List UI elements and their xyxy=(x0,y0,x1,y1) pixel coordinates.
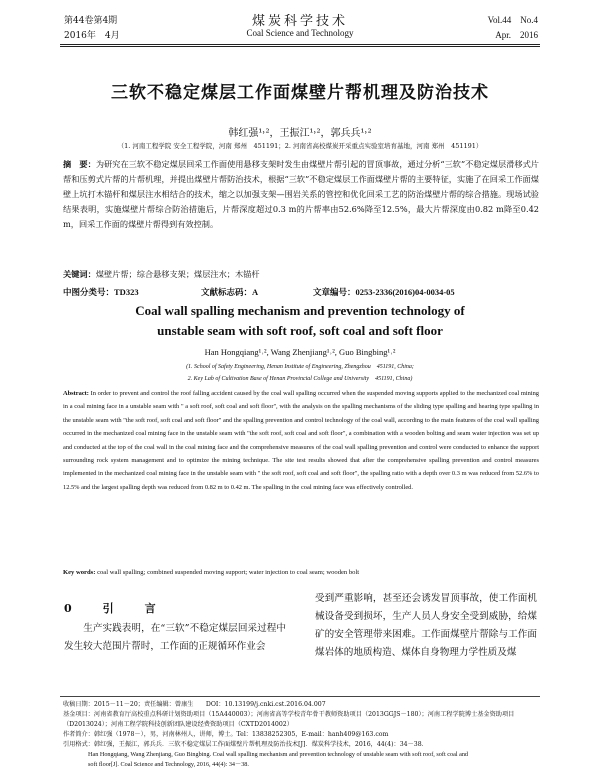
abstract-text-cn: 为研究在三软不稳定煤层回采工作面使用悬移支架时发生由煤壁片帮引起的冒顶事故，通过分析“三软”不稳定煤层滑移式片帮和压剪式片帮的片帮机理，并提出煤壁片帮防治技术，根据“三软”不稳定煤层工作面煤壁片帮的主要特征，实施了在回采工作面煤壁上坑打木锚杆和煤层注水相结合的技术，缩之以加强支架—围岩关系的管控和优化回采工艺的防治煤壁片帮的综合措施。现场试验结果表明，实施煤壁片帮综合防治措施后，片帮深度超过0.3 m的片帮率由52.6%降至12.5%，最大片帮深度由0.82 m降至0.42 m，回采工作面的煤壁片帮得到有效控制。 xyxy=(63,159,539,229)
footnote-citation-cn: 引用格式：韩红强，王振江，郭兵兵．三软不稳定煤层工作面煤壁片帮机理及防治技术[J]．煤炭科学技术，2016，44(4)：34－38． xyxy=(63,741,428,748)
keywords-label-cn: 关键词： xyxy=(63,269,96,279)
keywords-en xyxy=(63,569,539,576)
affiliation-en-2: 2. Key Lab of Cultivation Base of Henan Provincial College and University 451191, China) xyxy=(187,376,413,382)
header-volume-en: Vol.44 No.4 xyxy=(487,15,538,25)
journal-name-cn: 煤炭科学技术 xyxy=(251,14,348,29)
footnote-author: 作者简介：韩红强（1978－），男，河南林州人，讲师，博士。Tel：13838252305，E-mail：hanh409@163.com xyxy=(63,731,389,738)
affiliation-cn: （1. 河南工程学院 安全工程学院，河南 郑州 451191；2. 河南省高校煤炭开采重点实验室培育基地，河南 郑州 451191） xyxy=(117,142,483,150)
authors-cn: 韩红强¹˒²，王振江¹˒²，郭兵兵¹˒² xyxy=(228,128,372,139)
footnote-received: 收稿日期：2015－11－20；责任编辑：曾康生 DOI：10.13199/j.cnki.cst.2016.04.007 xyxy=(63,701,326,708)
footnote-fund: 基金项目：河南省教育厅高校重点科研计划资助项目（15A440003）；河南省高等学校青年骨干教师资助项目（2013GGJS－180）；河南工程学院博士基金资助项目（D2013024）；河南工程学院科技创新团队建设经费资助项目（CXTD2014002） xyxy=(63,711,515,728)
paper-title-en xyxy=(0,301,600,341)
header-rule xyxy=(60,44,540,45)
clc-number: 中图分类号：TD323 xyxy=(63,287,139,298)
header-rule-thin xyxy=(60,46,540,47)
abstract-label-cn: 摘 要： xyxy=(63,159,96,169)
paper-title-en-line1: Coal wall spalling mechanism and prevention technology of xyxy=(135,303,465,318)
keywords-label-en: Key words: xyxy=(63,569,96,576)
abstract-label-en: Abstract: xyxy=(63,390,89,397)
keywords-text-en: coal wall spalling; combined suspended moving support; water injection to coal seam; wooden bolt xyxy=(97,569,360,576)
keywords-text-cn: 煤壁片帮；综合悬移支架；煤层注水；木锚杆 xyxy=(95,269,260,279)
header-volume-cn: 第44卷第4期 xyxy=(64,16,118,26)
authors-en: Han Hongqiang¹˒², Wang Zhenjiang¹˒², Guo Bingbing¹˒² xyxy=(204,347,396,357)
header-date-en: Apr. 2016 xyxy=(495,30,538,40)
footnote-citation-en-1: Han Hongqiang, Wang Zhenjiang, Guo Bingbing. Coal wall spalling mechanism and prevention technology of unstable seam with soft roof, soft coal and xyxy=(88,751,469,758)
journal-name-en: Coal Science and Technology xyxy=(246,28,354,38)
article-number: 文章编号：0253-2336(2016)04-0034-05 xyxy=(313,287,455,298)
doc-code: 文献标志码：A xyxy=(201,287,259,298)
paper-title-cn: 三软不稳定煤层工作面煤壁片帮机理及防治技术 xyxy=(111,83,489,103)
section-heading-intro: 0 引 言 xyxy=(64,602,166,615)
header-date-cn: 2016年 4月 xyxy=(64,31,120,41)
paper-title-en-line2: unstable seam with soft roof, soft coal and soft floor xyxy=(157,323,443,338)
body-left-column: 生产实践表明，在“三软”不稳定煤层回采过程中发生较大范围片帮时，工作面的正规循环作业会 xyxy=(64,623,286,652)
footnote-rule xyxy=(60,696,540,697)
footnote-citation-en-2: soft floor[J]. Coal Science and Technology, 2016, 44(4): 34－38. xyxy=(88,761,249,768)
keywords-cn xyxy=(63,269,539,280)
abstract-en xyxy=(63,387,546,494)
abstract-text-en: In order to prevent and control the roof falling accident caused by the coal wall spalling occurred when the suspended moving supports applied to the mechanized coal mining in a coal mining face in a unstable seam with " a soft roof, soft coal and soft floor", with the analysis on the spalling mechanisms of the sliding type spalling and hearing type spalling in the unstable seam with "the soft roof, soft coal and soft floor" and the spalling prevention and control technology of the coal wall, according to the main features of the coal wall spalling occurred in the mechanized coal mining face in the unstable seam with "the soft roof, soft coal and soft floor", a combination with a wooden bolting and seam water injection was set up and conducted at the top of the coal wall in the coal mining face and the comprehensive measures of the coal wall spalling prevention and control were conducted to enhance the support surrounding rock system management and to optimize the mining technique. The site test results showed that after the comprehensive spalling prevention and control measures implemented in the mechanized coal mining face in the unstable seam with " the soft roof, soft coal and soft floor", the spalling ratio with a depth over 0.3 m was reduced from 52.6% to 12.5% and the largest spalling depth was reduced from 0.82 m to 0.42 m. The spalling in the coal mining face was effectively controlled. xyxy=(63,390,546,491)
affiliation-en-1: (1. School of Safety Engineering, Henan Institute of Engineering, Zhengzhou 451191, China; xyxy=(186,364,414,370)
body-right-column: 受到严重影响，甚至还会诱发冒顶事故，使工作面机械设备受到损坏，生产人员人身安全受到威胁，给煤矿的安全管理带来困难。工作面煤壁片帮除与工作面煤岩体的地质构造、煤体自身物理力学性质及煤 xyxy=(315,593,537,658)
abstract-cn xyxy=(63,157,539,232)
